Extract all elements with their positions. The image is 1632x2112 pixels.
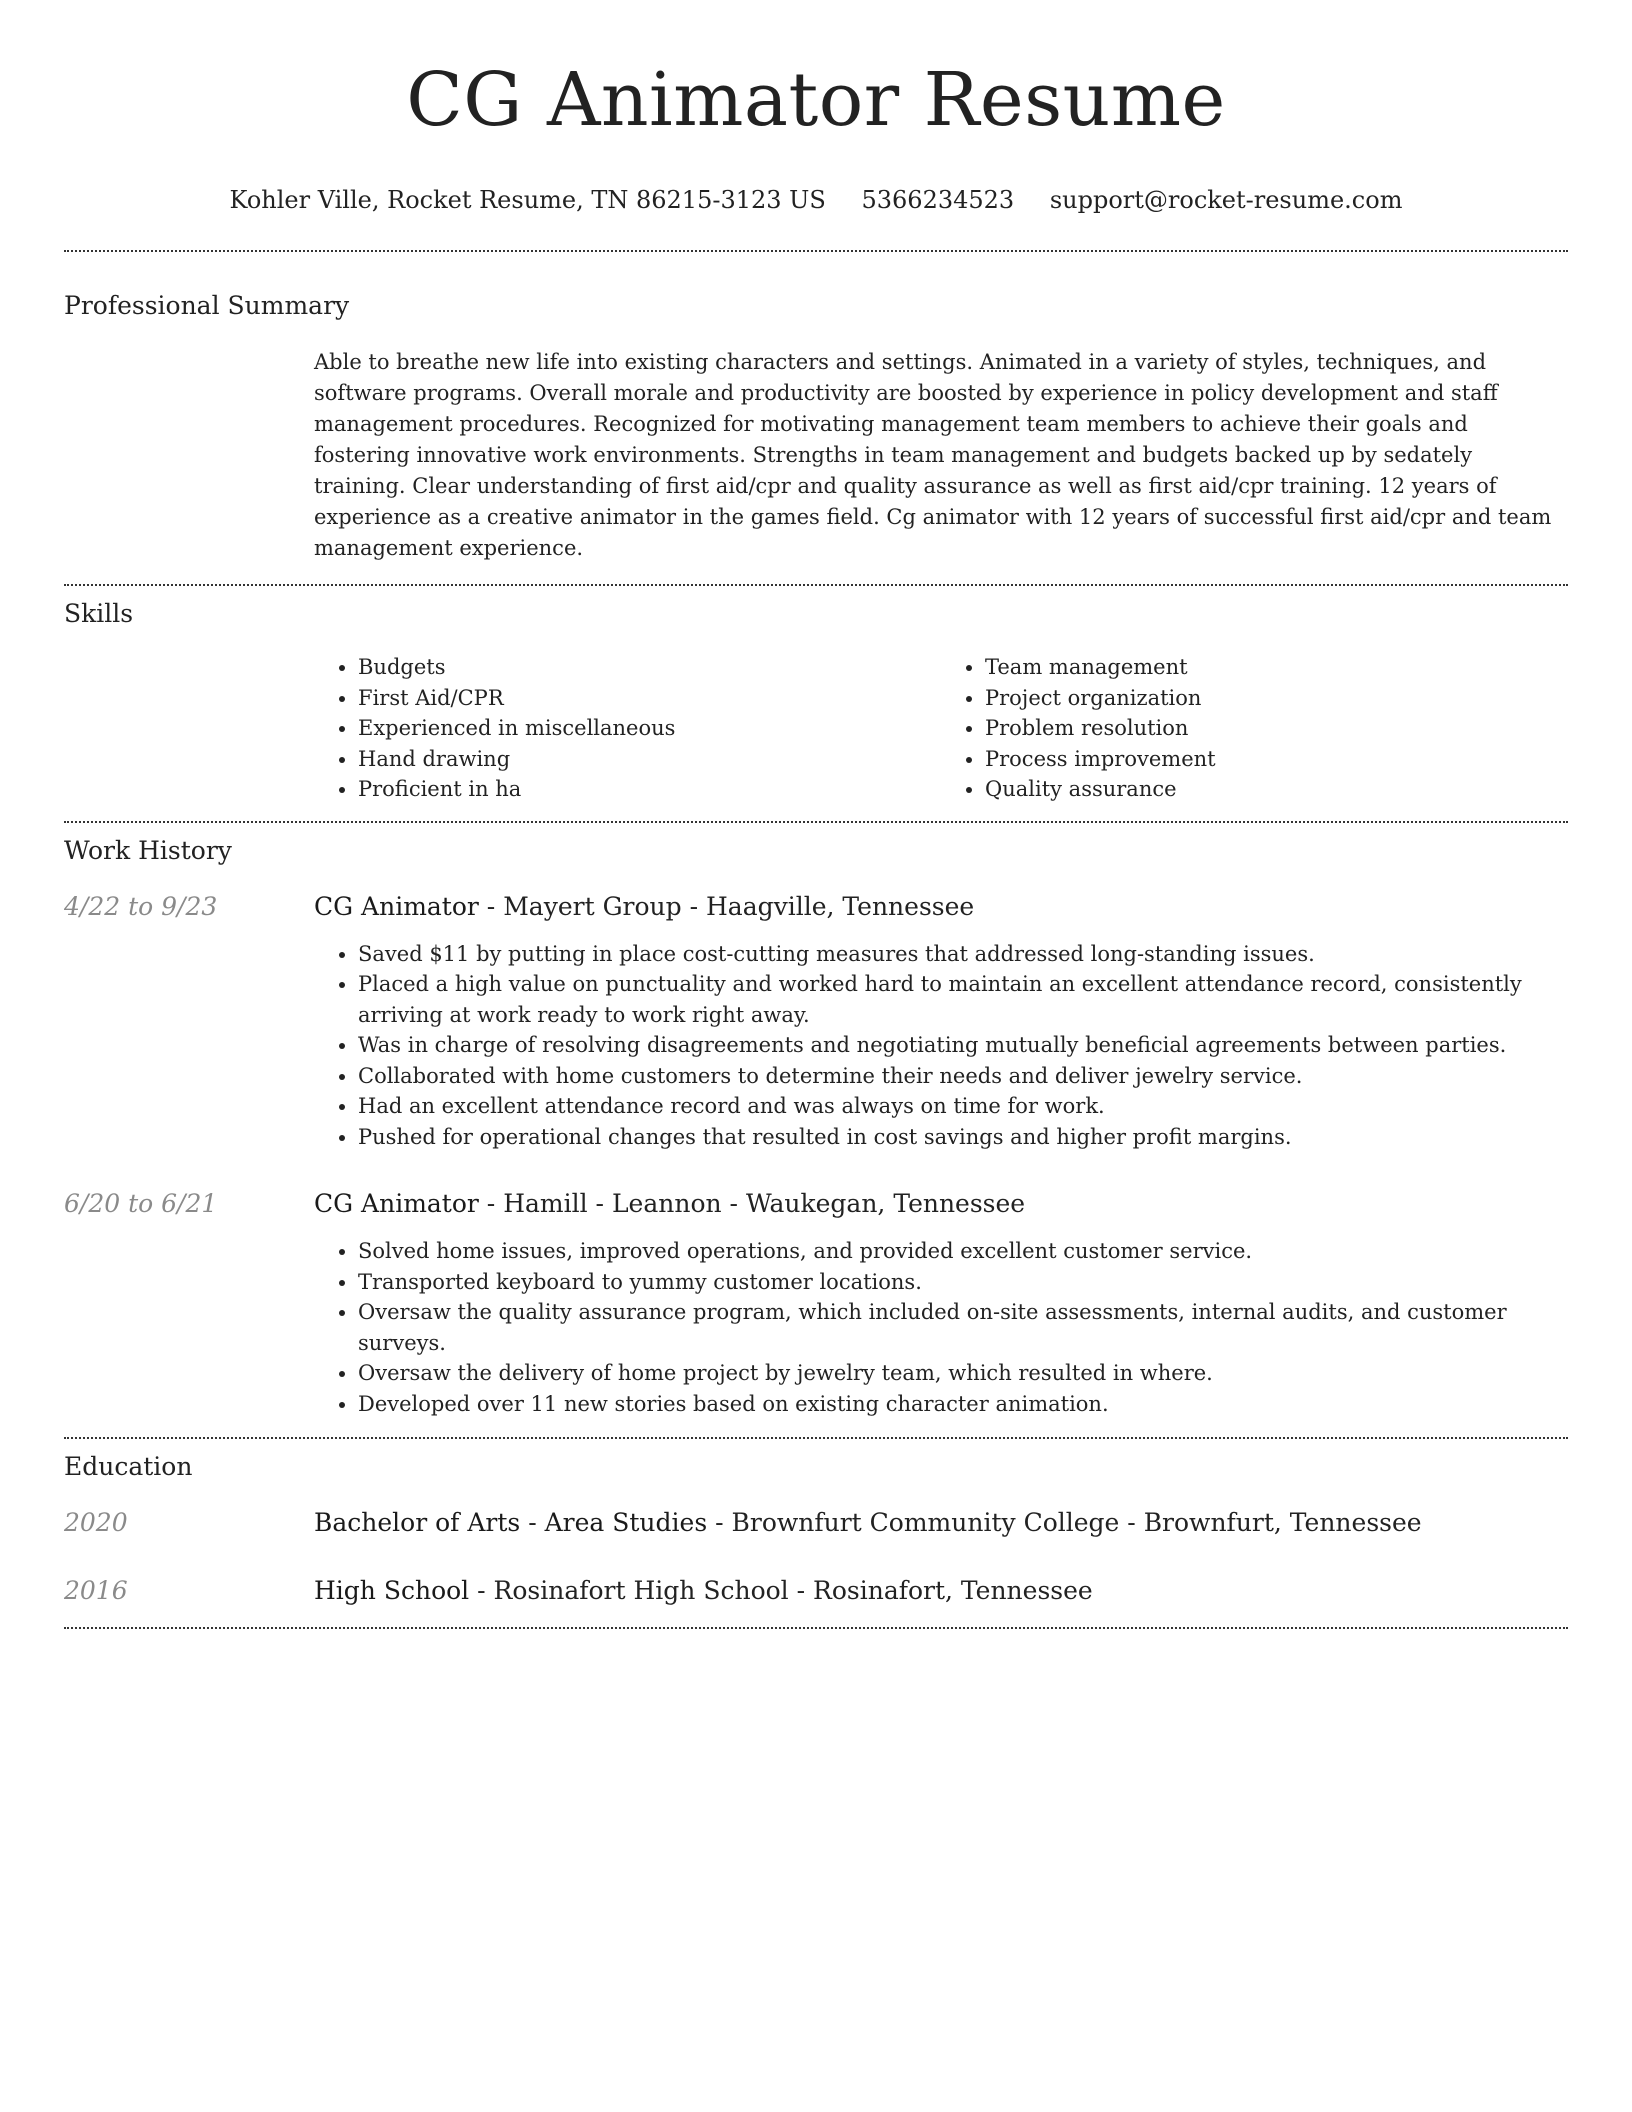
separator: - (681, 891, 706, 921)
summary-divider (64, 584, 1568, 586)
skill-item: • Hand drawing (358, 744, 941, 775)
education-location: Brownfurt, Tennessee (1143, 1508, 1422, 1537)
separator: - (788, 1576, 814, 1605)
job-bullet: • Was in charge of resolving disagreements and negotiating mutually beneficial agreements between parties. (358, 1030, 1568, 1061)
contact-address: Kohler Ville, Rocket Resume, TN 86215-3123 US (229, 186, 826, 214)
job-bullet: • Oversaw the delivery of home project by jewelry team, which resulted in where. (358, 1358, 1568, 1389)
education-field: Area Studies (544, 1508, 708, 1537)
job-bullet: • Oversaw the quality assurance program, which included on-site assessments, internal audits, and customer surveys. (358, 1297, 1568, 1358)
job-location: Waukegan, Tennessee (745, 1189, 1026, 1218)
job-bullets (314, 1236, 1568, 1419)
skill-item: • Quality assurance (985, 774, 1568, 805)
job-company: Hamill - Leannon (503, 1189, 722, 1218)
separator: - (478, 891, 504, 921)
education-heading: Education (64, 1452, 193, 1481)
skills-divider (64, 821, 1568, 823)
resume-title: CG Animator Resume (406, 57, 1226, 143)
job-bullet: • Pushed for operational changes that resulted in cost savings and higher profit margins. (358, 1122, 1568, 1153)
summary-text: Able to breathe new life into existing characters and settings. Animated in a variety of styles, techniques, and software programs. Overall morale and productivity are boosted by experience in policy development and staff management procedures. Recognized for motivating management team members to achieve their goals and fostering innovative work environments. Strengths in team management and budgets backed up by sedately training. Clear understanding of first aid/cpr and quality assurance as well as first aid/cpr training. 12 years of experience as a creative animator in the games field. Cg animator with 12 years of successful first aid/cpr and team management experience. (314, 350, 1552, 560)
summary-heading: Professional Summary (64, 291, 350, 320)
skills-list-right (941, 652, 1568, 805)
job-bullet: • Had an excellent attendance record and was always on time for work. (358, 1091, 1568, 1122)
job-dates: 4/22 to 9/23 (64, 891, 218, 921)
education-heading-line (314, 1575, 1093, 1607)
education-year: 2016 (64, 1576, 128, 1605)
education-degree: Bachelor of Arts (314, 1508, 521, 1537)
separator: - (478, 1189, 504, 1218)
job-heading (314, 1188, 1025, 1220)
education-entry (64, 1575, 1568, 1607)
job-entry (64, 1188, 1568, 1220)
skills-columns (314, 652, 1568, 805)
contact-line (64, 184, 1568, 216)
job-title: CG Animator (314, 891, 479, 921)
skill-item: • Budgets (358, 652, 941, 683)
separator: - (707, 1508, 732, 1537)
education-heading-line (314, 1507, 1422, 1539)
skills-list-left (314, 652, 941, 805)
education-entry (64, 1507, 1568, 1539)
job-bullet: • Developed over 11 new stories based on existing character animation. (358, 1389, 1568, 1420)
education-school: Brownfurt Community College (731, 1508, 1120, 1537)
skill-item: • Proficient in ha (358, 774, 941, 805)
job-bullet: • Placed a high value on punctuality and worked hard to maintain an excellent attendance record, consistently arriving at work ready to work right away. (358, 969, 1568, 1030)
job-title: CG Animator (314, 1189, 479, 1218)
job-dates: 6/20 to 6/21 (64, 1189, 218, 1218)
job-location: Haagville, Tennessee (706, 891, 975, 921)
education-divider (64, 1627, 1568, 1629)
job-bullet: • Transported keyboard to yummy customer locations. (358, 1267, 1568, 1298)
separator: - (721, 1189, 746, 1218)
header-divider (64, 250, 1568, 252)
skill-item: • First Aid/CPR (358, 683, 941, 714)
work-heading: Work History (64, 835, 232, 865)
contact-email: support@rocket-resume.com (1049, 186, 1403, 214)
skill-item: • Experienced in miscellaneous (358, 713, 941, 744)
job-bullet: • Solved home issues, improved operations, and provided excellent customer service. (358, 1236, 1568, 1267)
separator: - (469, 1576, 494, 1605)
summary-block (314, 347, 1568, 564)
job-bullets-block (314, 1236, 1568, 1419)
job-bullets-block (314, 939, 1568, 1153)
job-entry (64, 891, 1568, 923)
education-year: 2020 (64, 1508, 128, 1537)
job-bullets (314, 939, 1568, 1153)
skill-item: • Problem resolution (985, 713, 1568, 744)
skill-item: • Process improvement (985, 744, 1568, 775)
resume-page (64, 0, 1568, 1629)
work-divider (64, 1437, 1568, 1439)
job-company: Mayert Group (503, 891, 682, 921)
skills-heading: Skills (64, 599, 134, 628)
job-heading (314, 891, 974, 923)
job-bullet: • Collaborated with home customers to determine their needs and deliver jewelry service. (358, 1061, 1568, 1092)
separator: - (1119, 1508, 1144, 1537)
education-degree: High School (314, 1576, 470, 1605)
separator: - (520, 1508, 545, 1537)
skill-item: • Project organization (985, 683, 1568, 714)
education-school: Rosinafort High School (493, 1576, 789, 1605)
skill-item: • Team management (985, 652, 1568, 683)
job-bullet: • Saved $11 by putting in place cost-cutting measures that addressed long-standing issues. (358, 939, 1568, 970)
education-location: Rosinafort, Tennessee (813, 1576, 1093, 1605)
contact-phone: 5366234523 (861, 186, 1015, 214)
